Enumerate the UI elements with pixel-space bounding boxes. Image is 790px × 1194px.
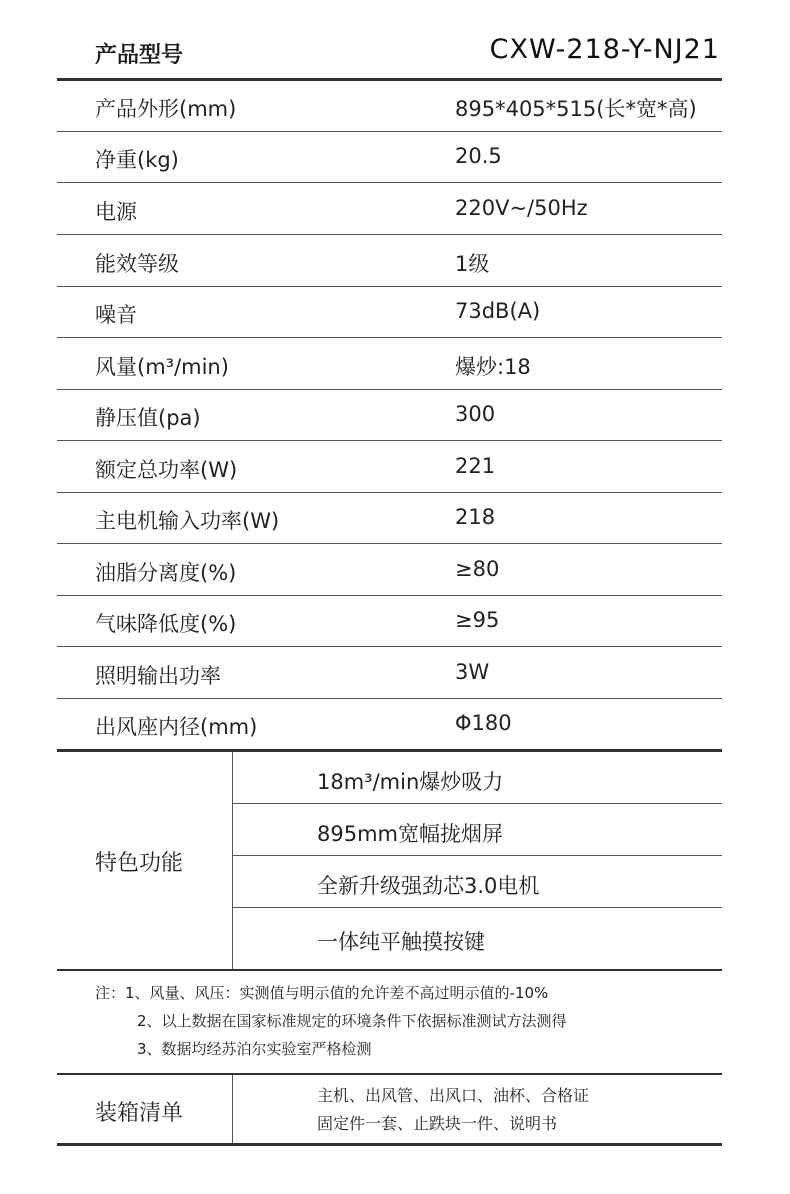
spec-value: 220V~/50Hz (455, 196, 588, 220)
feature-item (233, 856, 722, 908)
spec-value: 300 (455, 402, 496, 426)
spec-key: 静压值(pa) (95, 406, 201, 430)
spec-row-dimensions (57, 81, 722, 132)
note-line-1: 注：1、风量、风压：实测值与明示值的允许差不高过明示值的-10% (95, 984, 549, 1002)
spec-key: 风量(m³/min) (95, 355, 229, 379)
feature-item (233, 804, 722, 856)
model-value: CXW-218-Y-NJ21 (489, 34, 720, 65)
spec-value: Φ180 (455, 711, 512, 735)
spec-row-lighting-power (57, 648, 722, 699)
feature-text: 18m³/min爆炒吸力 (317, 770, 504, 794)
spec-key: 出风座内径(mm) (95, 715, 258, 739)
spec-key: 油脂分离度(%) (95, 561, 237, 585)
spec-value: 20.5 (455, 144, 502, 168)
spec-value: 3W (455, 660, 490, 684)
spec-row-odor-reduction (57, 596, 722, 647)
spec-row-noise (57, 287, 722, 338)
feature-text: 895mm宽幅拢烟屏 (317, 822, 503, 846)
spec-value: 218 (455, 505, 496, 529)
spec-key: 气味降低度(%) (95, 612, 237, 636)
spec-key: 产品外形(mm) (95, 97, 237, 121)
packing-line-1: 主机、出风管、出风口、油杯、合格证 (317, 1086, 590, 1105)
packing-label: 装箱清单 (95, 1101, 184, 1126)
spec-row-energy-grade (57, 236, 722, 287)
packing-section (57, 1075, 722, 1144)
spec-row-airflow (57, 339, 722, 390)
spec-row-power-supply (57, 184, 722, 235)
spec-key: 净重(kg) (95, 148, 179, 172)
model-header-row (57, 22, 722, 78)
spec-key: 主电机输入功率(W) (95, 509, 280, 533)
spec-value: 895*405*515(长*宽*高) (455, 97, 697, 121)
feature-item (233, 912, 722, 964)
features-section (57, 752, 722, 970)
spec-value: 73dB(A) (455, 299, 541, 323)
features-bottom-rule (57, 969, 722, 971)
packing-line-2: 固定件一套、止跌块一件、说明书 (317, 1114, 558, 1133)
note-line-3: 3、数据均经苏泊尔实验室严格检测 (137, 1040, 372, 1058)
spec-key: 照明输出功率 (95, 664, 221, 688)
spec-row-rated-power (57, 442, 722, 493)
feature-text: 一体纯平触摸按键 (317, 930, 485, 954)
spec-key: 能效等级 (95, 252, 179, 276)
model-label: 产品型号 (95, 43, 184, 68)
features-label: 特色功能 (95, 851, 184, 876)
spec-row-net-weight (57, 132, 722, 183)
note-line-2: 2、以上数据在国家标准规定的环境条件下依据标准测试方法测得 (137, 1012, 567, 1030)
spec-key: 电源 (95, 200, 137, 224)
spec-row-grease-separation (57, 545, 722, 596)
packing-divider (232, 1075, 233, 1144)
spec-value: ≥80 (455, 557, 500, 581)
spec-value: ≥95 (455, 608, 500, 632)
spec-value: 1级 (455, 252, 490, 276)
spec-key: 噪音 (95, 303, 137, 327)
spec-row-static-pressure (57, 390, 722, 441)
spec-value: 221 (455, 454, 496, 478)
spec-key: 额定总功率(W) (95, 458, 238, 482)
packing-bottom-rule (57, 1143, 722, 1146)
feature-item (233, 752, 722, 804)
notes-section (57, 972, 722, 1072)
spec-value: 爆炒:18 (455, 355, 531, 379)
spec-row-outlet-diameter (57, 699, 722, 750)
feature-text: 全新升级强劲芯3.0电机 (317, 874, 540, 898)
spec-row-motor-power (57, 493, 722, 544)
